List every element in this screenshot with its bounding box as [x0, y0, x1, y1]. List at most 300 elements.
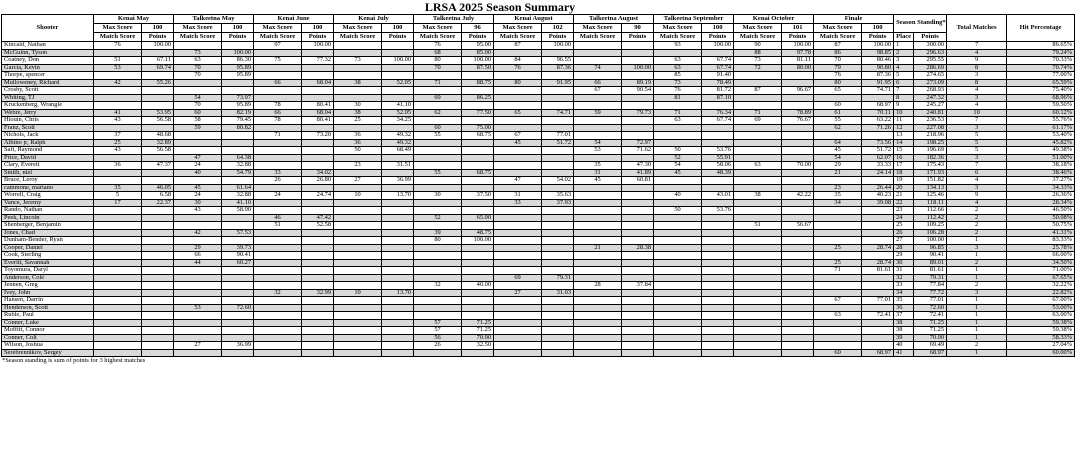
- match-score-cell: [654, 229, 702, 237]
- points-cell: 72.41: [862, 312, 894, 320]
- match-score-cell: [94, 304, 142, 312]
- points-cell: 32.99: [302, 289, 334, 297]
- points-cell: 71.62: [622, 147, 654, 155]
- shooter-name: Cooper, Daniel: [2, 244, 94, 252]
- total-matches-cell: 2: [947, 222, 1007, 230]
- match-score-cell: 81: [654, 94, 702, 102]
- points-cell: [702, 319, 734, 327]
- points-cell: [622, 42, 654, 50]
- match-score-cell: [174, 267, 222, 275]
- place-header: Place: [894, 33, 914, 42]
- points-cell: [222, 349, 254, 357]
- place-cell: 25: [894, 222, 914, 230]
- points-cell: 77.01: [542, 132, 574, 140]
- match-score-cell: [734, 282, 782, 290]
- page-title: LRSA 2025 Season Summary: [424, 0, 576, 14]
- total-matches-cell: 2: [947, 207, 1007, 215]
- points-cell: [542, 237, 574, 245]
- match-score-cell: [574, 304, 622, 312]
- points-cell: [142, 252, 174, 260]
- match-score-cell: [734, 244, 782, 252]
- match-score-cell: 70: [414, 64, 462, 72]
- match-score-cell: [574, 124, 622, 132]
- match-score-cell: 60: [814, 102, 862, 110]
- match-score-cell: [574, 349, 622, 357]
- match-score-cell: [654, 132, 702, 140]
- points-cell: [222, 214, 254, 222]
- points-cell: [542, 102, 574, 110]
- match-name-header: Finale: [814, 15, 894, 24]
- total-matches-cell: 5: [947, 147, 1007, 155]
- points-cell: [462, 267, 494, 275]
- shooter-name: Albino jr, Ralph: [2, 139, 94, 147]
- points-cell: [222, 297, 254, 305]
- points-cell: [462, 102, 494, 110]
- match-score-cell: 86: [814, 49, 862, 57]
- table-row: [2, 79, 1075, 87]
- points-cell: 68.04: [302, 109, 334, 117]
- points-cell: 95.89: [222, 102, 254, 110]
- match-score-cell: [334, 349, 382, 357]
- points-cell: 47.37: [142, 162, 174, 170]
- match-score-cell: 29: [814, 162, 862, 170]
- points-cell: [302, 64, 334, 72]
- match-score-cell: 26: [254, 177, 302, 185]
- points-cell: [142, 259, 174, 267]
- match-score-cell: [654, 102, 702, 110]
- match-score-cell: [734, 259, 782, 267]
- match-score-cell: 27: [174, 342, 222, 350]
- hit-percentage-cell: 34.50%: [1007, 259, 1075, 267]
- points-cell: [142, 319, 174, 327]
- standing-points-cell: 196.69: [914, 147, 947, 155]
- match-score-cell: [254, 87, 302, 95]
- points-cell: 76.34: [702, 109, 734, 117]
- points-cell: [222, 79, 254, 87]
- shooter-name: Coatney, Don: [2, 57, 94, 65]
- match-score-cell: 53: [574, 147, 622, 155]
- match-score-header: Match Score: [494, 33, 542, 42]
- match-score-cell: [414, 117, 462, 125]
- standing-points-cell: 240.81: [914, 109, 947, 117]
- points-cell: [542, 162, 574, 170]
- match-score-cell: [174, 282, 222, 290]
- points-cell: [862, 282, 894, 290]
- hit-percentage-cell: 63.00%: [1007, 312, 1075, 320]
- match-score-cell: 31: [574, 169, 622, 177]
- points-cell: 37.84: [622, 282, 654, 290]
- table-row: [2, 64, 1075, 72]
- points-cell: [142, 267, 174, 275]
- place-cell: 21: [894, 192, 914, 200]
- points-cell: [702, 274, 734, 282]
- match-score-cell: 43: [94, 117, 142, 125]
- match-score-cell: [734, 124, 782, 132]
- match-score-cell: 63: [174, 57, 222, 65]
- match-score-cell: [414, 162, 462, 170]
- table-row: [2, 42, 1075, 50]
- match-score-cell: [494, 207, 542, 215]
- points-cell: 49.32: [382, 132, 414, 140]
- match-score-cell: [254, 297, 302, 305]
- max-score-value: 100: [382, 24, 414, 33]
- table-row: [2, 207, 1075, 215]
- hit-percentage-cell: 71.00%: [1007, 267, 1075, 275]
- match-score-cell: [94, 229, 142, 237]
- total-matches-cell: 8: [947, 64, 1007, 72]
- shooter-name: Toyomura, Daryl: [2, 267, 94, 275]
- hit-percentage-cell: 38.18%: [1007, 162, 1075, 170]
- table-row: [2, 229, 1075, 237]
- match-score-cell: [174, 327, 222, 335]
- table-row: [2, 342, 1075, 350]
- match-score-cell: 21: [814, 169, 862, 177]
- points-cell: [302, 237, 334, 245]
- points-cell: 81.61: [862, 267, 894, 275]
- match-score-cell: 63: [654, 117, 702, 125]
- match-name-header: Talkeetna August: [574, 15, 654, 24]
- points-cell: [782, 169, 814, 177]
- standing-points-cell: 268.93: [914, 87, 947, 95]
- points-cell: [622, 57, 654, 65]
- points-cell: [302, 229, 334, 237]
- match-score-cell: [254, 282, 302, 290]
- points-cell: 68.75: [462, 169, 494, 177]
- match-score-cell: 78: [254, 117, 302, 125]
- points-cell: [462, 199, 494, 207]
- match-score-cell: 24: [174, 192, 222, 200]
- points-cell: [622, 319, 654, 327]
- hit-percentage-cell: 26.36%: [1007, 192, 1075, 200]
- place-cell: 3: [894, 57, 914, 65]
- points-cell: [222, 289, 254, 297]
- points-cell: 51.72: [542, 139, 574, 147]
- match-score-cell: [334, 297, 382, 305]
- hit-percentage-cell: 28.34%: [1007, 199, 1075, 207]
- match-score-cell: [574, 214, 622, 222]
- standing-points-cell: 112.66: [914, 207, 947, 215]
- match-score-cell: 51: [94, 57, 142, 65]
- points-cell: 60.81: [622, 177, 654, 185]
- points-cell: 24.74: [302, 192, 334, 200]
- match-score-header: Match Score: [334, 33, 382, 42]
- match-score-cell: [334, 214, 382, 222]
- points-cell: [782, 147, 814, 155]
- match-score-cell: [734, 342, 782, 350]
- match-score-cell: 63: [814, 312, 862, 320]
- points-header: Points: [782, 33, 814, 42]
- points-cell: [862, 274, 894, 282]
- match-score-cell: 76: [654, 87, 702, 95]
- points-cell: 87.36: [542, 64, 574, 72]
- points-cell: 87.36: [862, 72, 894, 80]
- total-matches-cell: 3: [947, 154, 1007, 162]
- place-cell: 14: [894, 139, 914, 147]
- points-cell: [142, 289, 174, 297]
- points-cell: [222, 267, 254, 275]
- match-score-cell: [94, 319, 142, 327]
- points-cell: 68.04: [302, 79, 334, 87]
- match-score-cell: [334, 244, 382, 252]
- match-score-cell: [94, 267, 142, 275]
- points-cell: [542, 327, 574, 335]
- hit-percentage-cell: 50.75%: [1007, 222, 1075, 230]
- place-cell: 29: [894, 252, 914, 260]
- points-cell: 47.30: [622, 162, 654, 170]
- hit-percentage-cell: 79.24%: [1007, 49, 1075, 57]
- table-body: [2, 42, 1075, 357]
- points-cell: [622, 252, 654, 260]
- shooter-name: Henderson, Scott: [2, 304, 94, 312]
- shooter-name: Shenberger, Benjamin: [2, 222, 94, 230]
- points-cell: 82.19: [222, 109, 254, 117]
- match-score-cell: [254, 72, 302, 80]
- points-cell: [622, 229, 654, 237]
- match-score-cell: 87: [814, 42, 862, 50]
- points-cell: [382, 237, 414, 245]
- match-score-cell: 43: [174, 207, 222, 215]
- match-score-cell: [414, 72, 462, 80]
- points-cell: 40.23: [862, 192, 894, 200]
- match-score-cell: [654, 177, 702, 185]
- match-score-cell: [414, 102, 462, 110]
- match-score-cell: 38: [734, 192, 782, 200]
- match-score-cell: 76: [814, 72, 862, 80]
- match-score-cell: [734, 304, 782, 312]
- match-score-cell: [94, 334, 142, 342]
- match-score-cell: [734, 132, 782, 140]
- hit-percentage-cell: 34.33%: [1007, 184, 1075, 192]
- standing-points-cell: 71.25: [914, 327, 947, 335]
- points-cell: 13.70: [382, 192, 414, 200]
- match-name-header: Talkeetna July: [414, 15, 494, 24]
- match-score-cell: 45: [814, 147, 862, 155]
- match-score-cell: [94, 312, 142, 320]
- match-score-cell: [174, 237, 222, 245]
- standing-points-cell: 300.00: [914, 42, 947, 50]
- match-score-cell: [414, 349, 462, 357]
- points-cell: 73.97: [222, 94, 254, 102]
- match-score-cell: [654, 349, 702, 357]
- match-score-cell: [94, 297, 142, 305]
- match-score-cell: [574, 229, 622, 237]
- match-score-cell: [334, 64, 382, 72]
- total-matches-cell: 1: [947, 312, 1007, 320]
- match-score-cell: 66: [574, 79, 622, 87]
- match-score-cell: 32: [254, 289, 302, 297]
- match-score-cell: 5: [94, 192, 142, 200]
- points-cell: 90.80: [862, 64, 894, 72]
- points-cell: 89.19: [622, 79, 654, 87]
- points-cell: [782, 132, 814, 140]
- match-score-header: Match Score: [734, 33, 782, 42]
- match-score-cell: [814, 229, 862, 237]
- match-score-cell: [334, 312, 382, 320]
- match-score-cell: 63: [654, 64, 702, 72]
- points-cell: [382, 244, 414, 252]
- points-cell: 37.93: [542, 199, 574, 207]
- points-cell: 52.05: [382, 109, 414, 117]
- points-cell: 39.73: [222, 244, 254, 252]
- points-cell: 80.46: [862, 57, 894, 65]
- place-cell: 30: [894, 259, 914, 267]
- place-cell: 27: [894, 237, 914, 245]
- match-score-cell: 73: [734, 57, 782, 65]
- points-cell: 56.58: [142, 147, 174, 155]
- place-cell: 5: [894, 72, 914, 80]
- total-matches-cell: 7: [947, 117, 1007, 125]
- points-cell: 26.44: [862, 184, 894, 192]
- match-score-cell: [654, 282, 702, 290]
- points-cell: [462, 222, 494, 230]
- match-score-cell: [494, 87, 542, 95]
- match-score-cell: [254, 147, 302, 155]
- points-cell: 77.50: [462, 109, 494, 117]
- total-matches-cell: 2: [947, 282, 1007, 290]
- match-score-cell: 54: [574, 139, 622, 147]
- match-score-cell: [94, 87, 142, 95]
- match-score-cell: [734, 252, 782, 260]
- points-cell: 86.25: [462, 94, 494, 102]
- points-cell: [782, 199, 814, 207]
- points-cell: [462, 244, 494, 252]
- match-score-cell: [734, 267, 782, 275]
- match-score-cell: [94, 177, 142, 185]
- points-cell: [702, 297, 734, 305]
- match-score-cell: [494, 319, 542, 327]
- match-score-cell: [414, 259, 462, 267]
- max-score-label: Max Score: [734, 24, 782, 33]
- hit-percentage-cell: 32.22%: [1007, 282, 1075, 290]
- points-cell: [302, 139, 334, 147]
- points-cell: [542, 319, 574, 327]
- match-score-cell: [334, 334, 382, 342]
- points-cell: [462, 87, 494, 95]
- match-score-cell: [654, 319, 702, 327]
- points-cell: [862, 334, 894, 342]
- points-cell: 6.58: [142, 192, 174, 200]
- points-cell: 32.50: [462, 342, 494, 350]
- points-cell: [782, 139, 814, 147]
- match-score-cell: [254, 342, 302, 350]
- match-score-cell: 23: [334, 162, 382, 170]
- points-cell: [382, 252, 414, 260]
- match-score-cell: [814, 132, 862, 140]
- points-cell: [782, 282, 814, 290]
- match-score-cell: [254, 334, 302, 342]
- points-cell: [542, 87, 574, 95]
- points-cell: [222, 132, 254, 140]
- match-score-cell: 41: [94, 109, 142, 117]
- points-cell: 100.00: [702, 42, 734, 50]
- match-score-cell: [494, 229, 542, 237]
- match-score-cell: 44: [174, 259, 222, 267]
- match-score-cell: 45: [494, 139, 542, 147]
- points-cell: 52.58: [302, 222, 334, 230]
- hit-percentage-cell: 27.04%: [1007, 342, 1075, 350]
- points-cell: [382, 267, 414, 275]
- hit-percentage-cell: 25.78%: [1007, 244, 1075, 252]
- place-cell: 40: [894, 342, 914, 350]
- points-cell: [862, 214, 894, 222]
- points-cell: [622, 184, 654, 192]
- match-score-cell: [494, 147, 542, 155]
- match-score-cell: 25: [814, 259, 862, 267]
- points-cell: 51.72: [862, 147, 894, 155]
- match-name-header: Kenai October: [734, 15, 814, 24]
- total-matches-cell: 1: [947, 319, 1007, 327]
- points-cell: 41.10: [222, 199, 254, 207]
- match-score-cell: [814, 342, 862, 350]
- points-cell: 32.88: [222, 192, 254, 200]
- shooter-name: Rando, Nathan: [2, 207, 94, 215]
- match-score-cell: 27: [494, 289, 542, 297]
- match-score-cell: [414, 139, 462, 147]
- points-cell: [702, 132, 734, 140]
- shooter-name: Hansen, Darrin: [2, 297, 94, 305]
- points-cell: [382, 214, 414, 222]
- standing-points-cell: 106.28: [914, 229, 947, 237]
- match-score-header: Match Score: [94, 33, 142, 42]
- points-cell: 80.41: [302, 102, 334, 110]
- points-cell: [782, 304, 814, 312]
- points-cell: [302, 349, 334, 357]
- points-cell: [382, 87, 414, 95]
- match-score-cell: 68: [414, 49, 462, 57]
- points-cell: [142, 102, 174, 110]
- shooter-name: Ivey, John: [2, 289, 94, 297]
- match-score-cell: 53: [94, 64, 142, 72]
- points-cell: [622, 124, 654, 132]
- match-score-cell: [334, 229, 382, 237]
- match-score-cell: 63: [654, 57, 702, 65]
- standing-points-cell: 118.11: [914, 199, 947, 207]
- match-score-cell: 47: [174, 154, 222, 162]
- shooter-name: Thorpe, spencer: [2, 72, 94, 80]
- match-score-cell: [414, 154, 462, 162]
- match-score-cell: [174, 79, 222, 87]
- points-cell: [702, 334, 734, 342]
- shooter-name: Ruble, Paul: [2, 312, 94, 320]
- points-cell: 28.74: [862, 259, 894, 267]
- match-score-cell: 80: [494, 79, 542, 87]
- points-cell: [622, 334, 654, 342]
- points-cell: [862, 342, 894, 350]
- match-score-cell: [254, 229, 302, 237]
- points-cell: [302, 259, 334, 267]
- match-score-cell: [654, 289, 702, 297]
- total-matches-cell: 1: [947, 334, 1007, 342]
- match-score-cell: [574, 267, 622, 275]
- points-cell: [862, 207, 894, 215]
- match-score-cell: 58: [174, 117, 222, 125]
- match-score-cell: 54: [814, 154, 862, 162]
- hit-percentage-cell: 77.00%: [1007, 72, 1075, 80]
- total-matches-cell: 3: [947, 244, 1007, 252]
- points-cell: [542, 94, 574, 102]
- match-score-cell: [574, 132, 622, 140]
- shooter-name: Webre, Jerry: [2, 109, 94, 117]
- standing-points-cell: 247.32: [914, 94, 947, 102]
- points-cell: [142, 229, 174, 237]
- hit-percentage-cell: 75.40%: [1007, 87, 1075, 95]
- points-cell: 57.53: [222, 229, 254, 237]
- match-score-cell: [494, 297, 542, 305]
- hit-percentage-cell: 60.00%: [1007, 349, 1075, 357]
- place-cell: 2: [894, 49, 914, 57]
- match-score-cell: [94, 207, 142, 215]
- match-score-cell: [254, 207, 302, 215]
